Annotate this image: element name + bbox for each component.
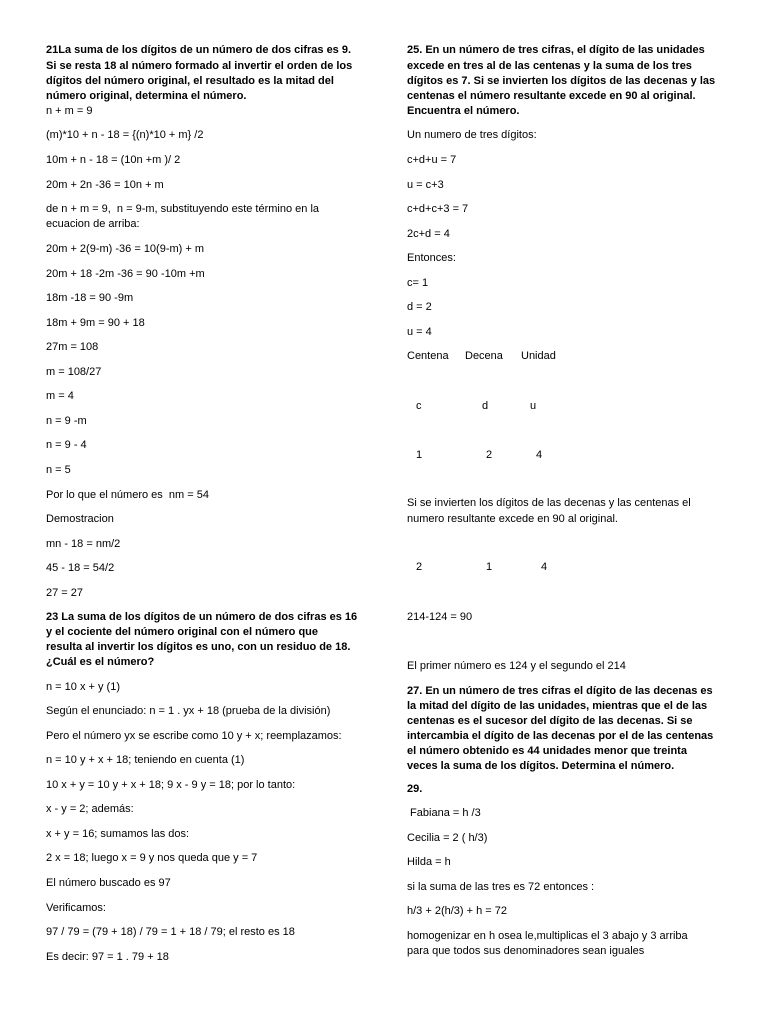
problem-29-step: Cecilia = 2 ( h/3) <box>407 832 488 844</box>
problem-29-note-line-2: para que todos sus denominadores sean iguales <box>407 945 645 957</box>
problem-25-title-line-5: Encuentra el número. <box>407 105 520 117</box>
problem-21-step: 18m + 9m = 90 + 18 <box>46 317 145 329</box>
invert-text-line-1: Si se invierten los dígitos de las decenas y las centenas el <box>407 497 691 509</box>
problem-21-step: 27m = 108 <box>46 341 99 353</box>
digit-value-unidad: 4 <box>536 449 543 461</box>
problem-23-title-line-4: ¿Cuál es el número? <box>46 656 155 668</box>
inverted-digit-2: 1 <box>486 561 493 573</box>
problem-27-title-line-6: veces la suma de los dígitos. Determina el número. <box>407 760 675 772</box>
problem-21-step: ecuacion de arriba: <box>46 218 140 230</box>
problem-25-title-line-3: dígitos es 7. Si se invierten los dígitos de las decenas y las <box>407 75 716 87</box>
digit-letter-u: u <box>530 400 537 412</box>
problem-25-step: 2c+d = 4 <box>407 228 450 240</box>
inverted-digit-1: 2 <box>416 561 423 573</box>
problem-21-step: 45 - 18 = 54/2 <box>46 562 115 574</box>
problem-21-step: m = 108/27 <box>46 366 102 378</box>
problem-23-step: x + y = 16; sumamos las dos: <box>46 828 190 840</box>
problem-23-step: 97 / 79 = (79 + 18) / 79 = 1 + 18 / 79; el resto es 18 <box>46 926 295 938</box>
invert-text-line-2: numero resultante excede en 90 al original. <box>407 513 618 525</box>
problem-23-step: Verificamos: <box>46 902 106 914</box>
header-centena: Centena <box>407 350 449 362</box>
problem-21-title-line-4: número original, determina el número. <box>46 90 247 102</box>
problem-29-step: Fabiana = h /3 <box>407 807 481 819</box>
digit-letter-d: d <box>482 400 489 412</box>
digit-value-decena: 2 <box>486 449 493 461</box>
problem-23-step: n = 10 x + y (1) <box>46 681 120 693</box>
inverted-digit-3: 4 <box>541 561 548 573</box>
header-decena: Decena <box>465 350 503 362</box>
problem-29-title: 29. <box>407 783 423 795</box>
problem-23-step: 2 x = 18; luego x = 9 y nos queda que y = 7 <box>46 852 258 864</box>
problem-21-step: Demostracion <box>46 513 114 525</box>
conclusion-line: El primer número es 124 y el segundo el 214 <box>407 660 626 672</box>
problem-21-step: mn - 18 = nm/2 <box>46 538 121 550</box>
problem-21-step: 20m + 2n -36 = 10n + m <box>46 179 164 191</box>
problem-21-title-line-3: dígitos del número original, el resultado es la mitad del <box>46 75 334 87</box>
problem-21-step: m = 4 <box>46 390 74 402</box>
problem-21-step: n = 5 <box>46 464 71 476</box>
digit-value-centena: 1 <box>416 449 423 461</box>
problem-23-title-line-1: 23 La suma de los dígitos de un número de dos cifras es 16 <box>46 611 358 623</box>
problem-21-step: 20m + 18 -2m -36 = 90 -10m +m <box>46 268 205 280</box>
problem-25-step: Entonces: <box>407 252 456 264</box>
problem-27-title-line-3: centenas es el sucesor del dígito de las decenas. Si se <box>407 715 693 727</box>
problem-21-step: 27 = 27 <box>46 587 84 599</box>
problem-27-title-line-2: la mitad del dígito de las unidades, mientras que el de las <box>407 700 708 712</box>
problem-23-step: Es decir: 97 = 1 . 79 + 18 <box>46 951 169 963</box>
problem-21-title-line-1: 21La suma de los dígitos de un número de dos cifras es 9. <box>46 44 352 56</box>
problem-29-note-line-1: homogenizar en h osea le,multiplicas el 3 abajo y 3 arriba <box>407 930 688 942</box>
problem-23-step: n = 10 y + x + 18; teniendo en cuenta (1) <box>46 754 245 766</box>
problem-25-title-line-1: 25. En un número de tres cifras, el dígito de las unidades <box>407 44 705 56</box>
problem-21-step: 18m -18 = 90 -9m <box>46 292 134 304</box>
problem-21-title-line-2: Si se resta 18 al número formado al invertir el orden de los <box>46 60 353 72</box>
problem-21-step: de n + m = 9, n = 9-m, substituyendo este término en la <box>46 203 320 215</box>
problem-23-title-line-2: y el cociente del número original con el número que <box>46 626 319 638</box>
problem-23-step: 10 x + y = 10 y + x + 18; 9 x - 9 y = 18; por lo tanto: <box>46 779 296 791</box>
problem-23-step: Según el enunciado: n = 1 . yx + 18 (prueba de la división) <box>46 705 331 717</box>
problem-25-step: c= 1 <box>407 277 429 289</box>
problem-21-step: 10m + n - 18 = (10n +m )/ 2 <box>46 154 181 166</box>
header-unidad: Unidad <box>521 350 556 362</box>
problem-21-step: 20m + 2(9-m) -36 = 10(9-m) + m <box>46 243 205 255</box>
problem-21-step: Por lo que el número es nm = 54 <box>46 489 209 501</box>
problem-27-title-line-4: intercambia el dígito de las decenas por el de las centenas <box>407 730 714 742</box>
problem-27-title-line-5: el número obtenido es 44 unidades menor que treinta <box>407 745 687 757</box>
problem-25-step: Un numero de tres dígitos: <box>407 129 537 141</box>
problem-21-step: n = 9 - 4 <box>46 439 87 451</box>
problem-29-step: h/3 + 2(h/3) + h = 72 <box>407 905 507 917</box>
problem-25-title-line-2: excede en tres al de las centenas y la suma de los tres <box>407 60 692 72</box>
problem-21-step: (m)*10 + n - 18 = {(n)*10 + m} /2 <box>46 129 204 141</box>
problem-21-step: n + m = 9 <box>46 105 93 117</box>
problem-25-title-line-4: centenas el número resultante excede en 90 al original. <box>407 90 696 102</box>
problem-23-step: Pero el número yx se escribe como 10 y + x; reemplazamos: <box>46 730 342 742</box>
problem-25-step: c+d+c+3 = 7 <box>407 203 469 215</box>
digit-letter-c: c <box>416 400 422 412</box>
problem-27-title-line-1: 27. En un número de tres cifras el dígito de las decenas es <box>407 685 713 697</box>
problem-21-step: n = 9 -m <box>46 415 87 427</box>
problem-25-step: u = c+3 <box>407 179 444 191</box>
problem-29-step: Hilda = h <box>407 856 451 868</box>
problem-23-step: El número buscado es 97 <box>46 877 171 889</box>
difference-line: 214-124 = 90 <box>407 611 473 623</box>
problem-23-title-line-3: resulta al invertir los dígitos es uno, con un residuo de 18. <box>46 641 351 653</box>
problem-25-step: c+d+u = 7 <box>407 154 457 166</box>
problem-25-step: u = 4 <box>407 326 432 338</box>
problem-29-step: si la suma de las tres es 72 entonces : <box>407 881 595 893</box>
problem-23-step: x - y = 2; además: <box>46 803 134 815</box>
problem-25-step: d = 2 <box>407 301 432 313</box>
